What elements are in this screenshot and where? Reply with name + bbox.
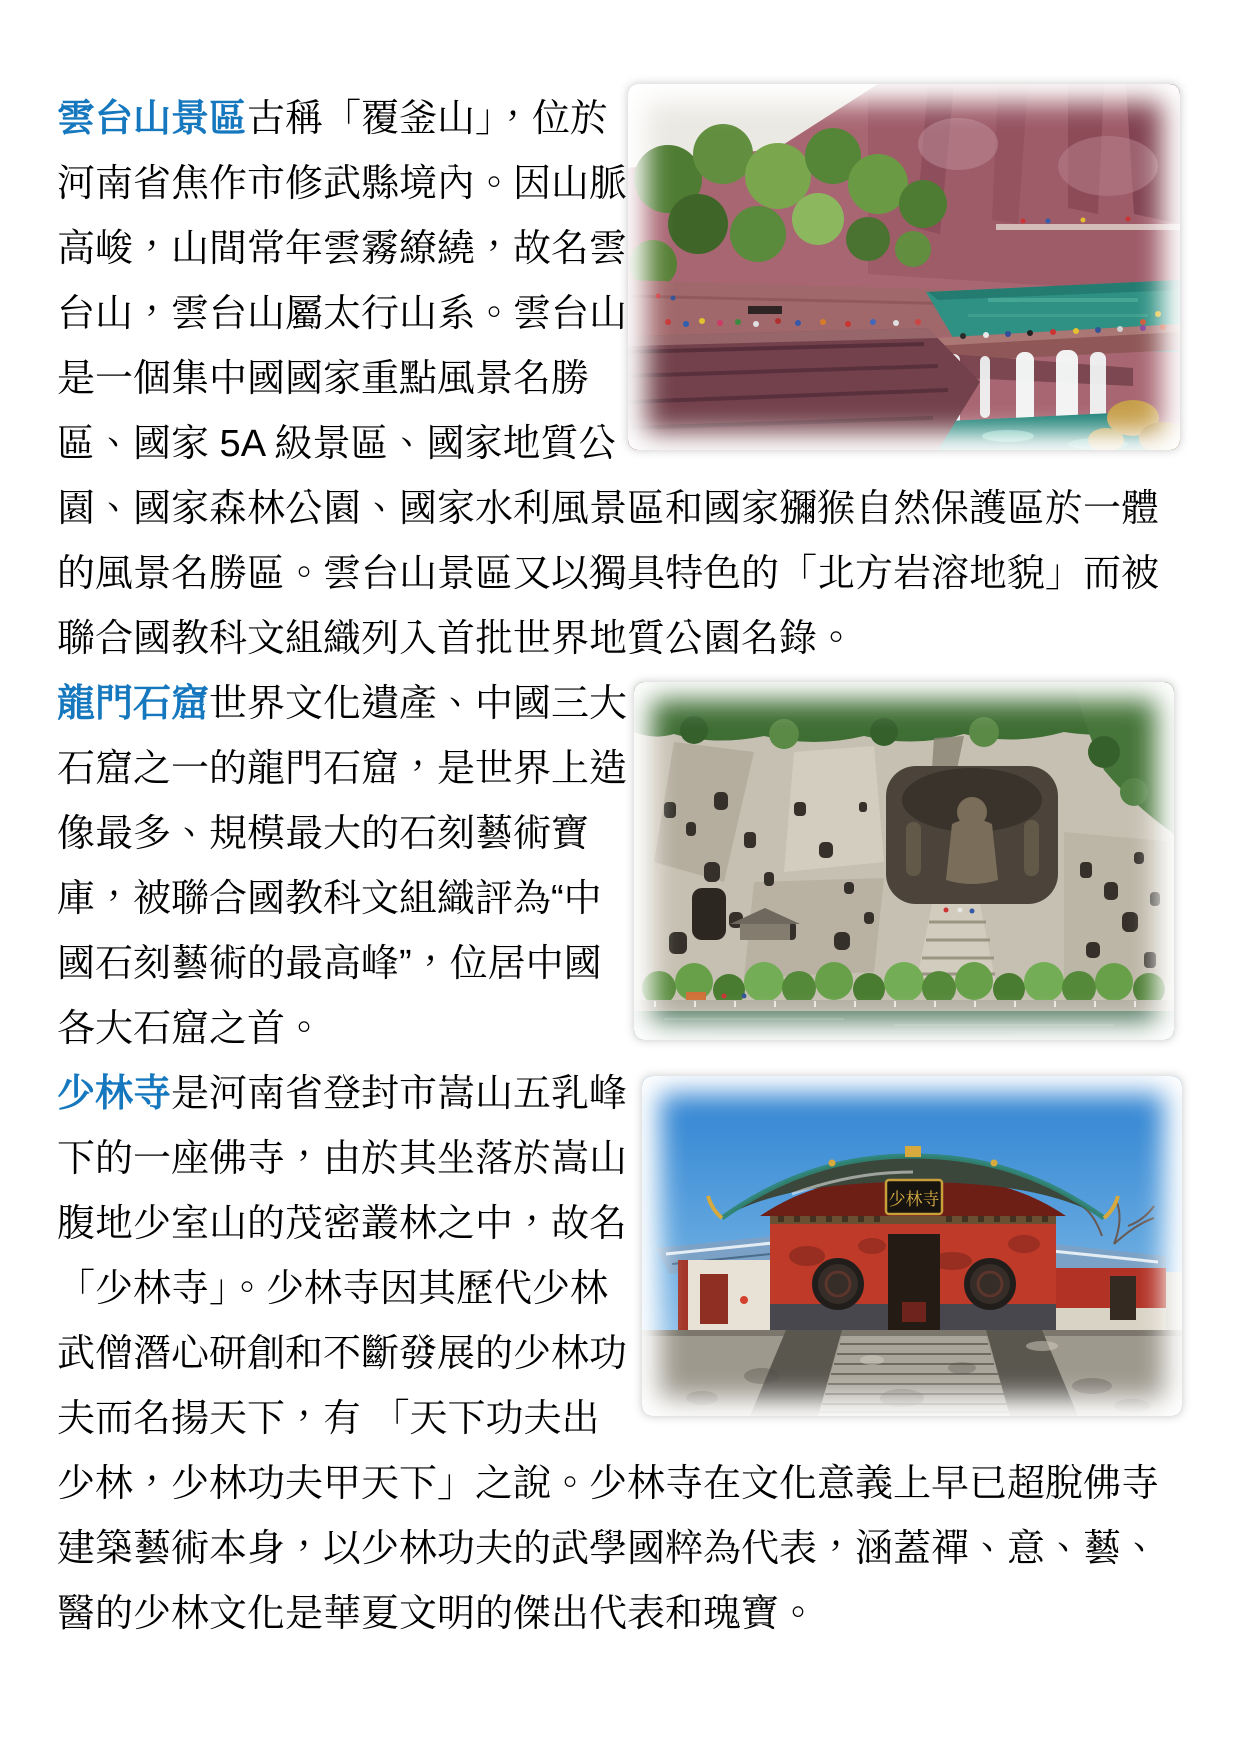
orange-awning — [686, 992, 706, 1000]
main-gate-facade — [770, 1210, 1056, 1330]
text-line: 園、國家森林公園、國家水利風景區和國家獼猴自然保護區於一體 — [57, 488, 1160, 530]
shaolin-photo-scene — [642, 1076, 1182, 1416]
text-line: 少林，少林功夫甲天下」之說。少林寺在文化意義上早已超脫佛寺 — [57, 1463, 1160, 1505]
large-cave-opening — [692, 888, 726, 940]
text-line: 台山，雲台山屬太行山系。雲台山 — [57, 293, 628, 335]
temple-plaque — [886, 1180, 942, 1214]
text-line: 庫，被聯合國教科文組織評為“中 — [57, 878, 602, 920]
text-line: 夫而名揚天下，有 「天下功夫出 — [57, 1398, 600, 1440]
buddha-statue-body — [946, 819, 998, 884]
text-line: 建築藝術本身，以少林功夫的武學國粹為代表，涵蓋禪、意、藝、 — [57, 1528, 1160, 1570]
text-line: 高峻，山間常年雲霧繚繞，故名雲 — [57, 228, 628, 270]
text-line: 聯合國教科文組織列入首批世界地質公園名錄。 — [57, 618, 856, 660]
yuntai-photo-scene — [628, 84, 1180, 450]
wooden-bench — [748, 306, 782, 314]
longmen-grottoes-photo — [634, 682, 1174, 1040]
red-lantern — [740, 1296, 748, 1304]
text-line: 是一個集中國國家重點風景名勝 — [57, 358, 590, 400]
round-window — [815, 1261, 861, 1307]
text-line-rest: 是河南省登封市嵩山五乳峰 — [171, 1073, 628, 1115]
text-line-rest: 世界文化遺產、中國三大 — [209, 683, 628, 725]
longmen-photo-scene — [634, 682, 1174, 1040]
text-line: 下的一座佛寺，由於其坐落於嵩山 — [57, 1138, 628, 1180]
term-shaolin-temple: 少林寺 — [57, 1073, 172, 1115]
shaolin-temple-photo — [642, 1076, 1182, 1416]
text-line: 區、國家 5A 級景區、國家地質公 — [57, 423, 617, 465]
round-window — [967, 1261, 1013, 1307]
text-line: 腹地少室山的茂密叢林之中，故名 — [57, 1203, 628, 1245]
attendant-statue — [1024, 820, 1039, 876]
text-line: 各大石窟之首。 — [57, 1008, 324, 1050]
text-line: 河南省焦作市修武縣境內。因山脈 — [57, 163, 628, 205]
plaque-text: 少林寺 — [888, 1190, 940, 1209]
text-line: 武僧潛心研創和不斷發展的少林功 — [57, 1333, 628, 1375]
text-line: 醫的少林文化是華夏文明的傑出代表和瑰寶。 — [57, 1593, 818, 1635]
yuntai-mountain-photo — [628, 84, 1180, 450]
attendant-statue — [906, 822, 921, 876]
main-grotto — [886, 766, 1058, 904]
term-longmen-grottoes: 龍門石窟 — [57, 683, 210, 725]
text-line: 石窟之一的龍門石窟，是世界上造 — [57, 748, 628, 790]
cliff-walkway — [996, 224, 1180, 230]
text-line: 國石刻藝術的最高峰”，位居中國 — [57, 943, 602, 985]
inner-altar — [902, 1302, 926, 1322]
text-line: 像最多、規模最大的石刻藝術寶 — [57, 813, 590, 855]
ridge-ornament — [905, 1146, 921, 1157]
text-line-rest: 古稱「覆釜山」，位於 — [247, 98, 609, 140]
text-line: 的風景名勝區。雲台山景區又以獨具特色的「北方岩溶地貌」而被 — [57, 553, 1160, 595]
river-water — [634, 1011, 1174, 1040]
term-yuntai-mountain: 雲台山景區 — [57, 98, 248, 140]
text-line: 「少林寺」。少林寺因其歷代少林 — [57, 1268, 609, 1310]
stone-steps-foreground — [642, 1330, 1182, 1416]
